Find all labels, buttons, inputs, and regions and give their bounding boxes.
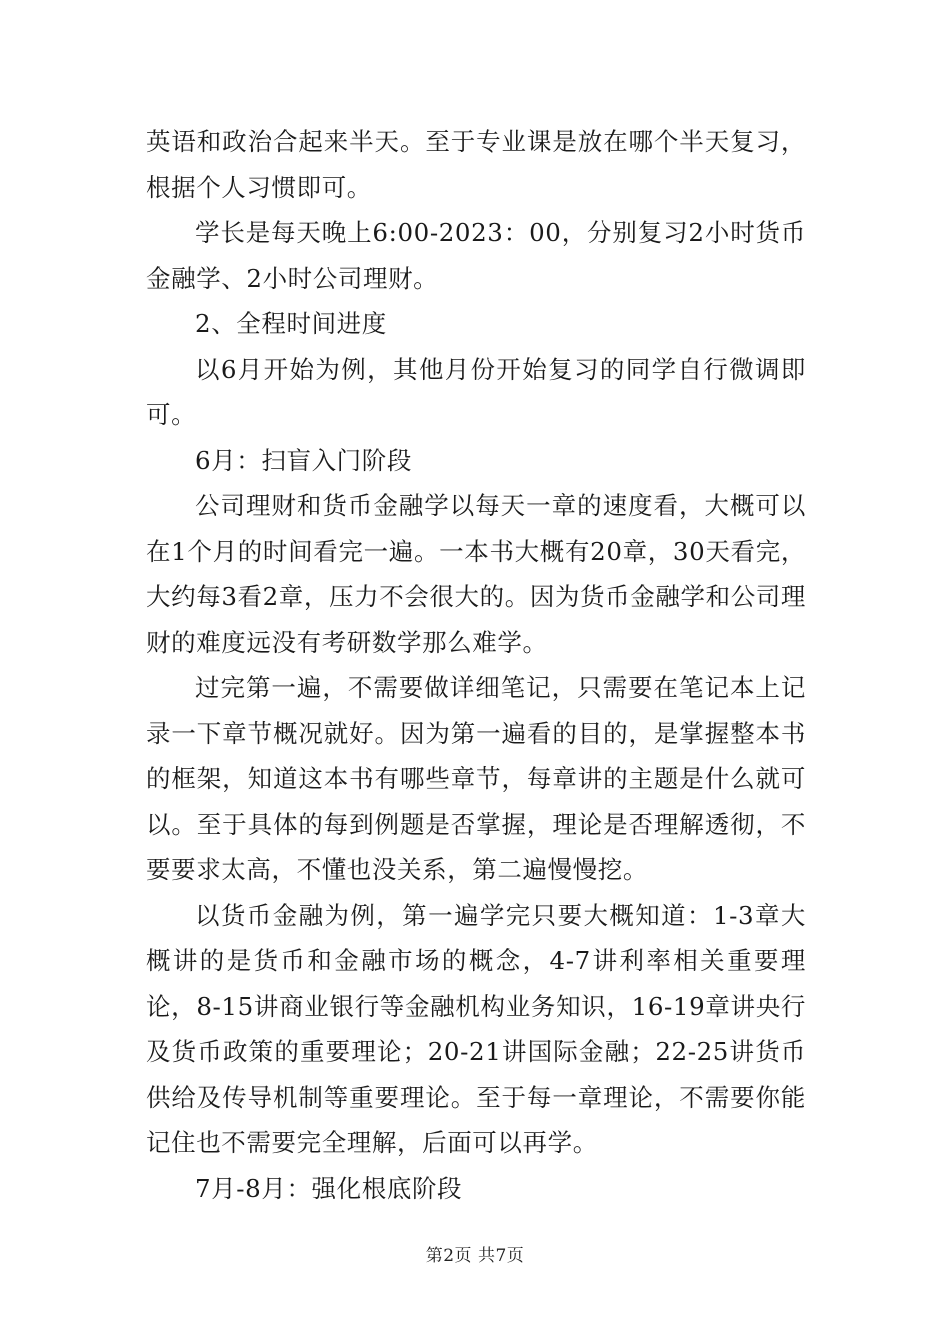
section-heading-progress: 2、全程时间进度 <box>195 309 387 338</box>
document-body <box>146 119 806 1211</box>
paragraph-6: 以货币金融为例，第一遍学完只要大概知道：1-3章大概讲的是货币和金融市场的概念，4-7讲利率相关重要理论，8-15讲商业银行等金融机构业务知识，16-19章讲央行及货币政策的重要理论；20-21讲国际金融；22-25讲货币供给及传导机制等重要理论。至于每一章理论，不需要你能记住也不需要完全理解，后面可以再学。 <box>146 900 806 1157</box>
paragraph-3: 以6月开始为例，其他月份开始复习的同学自行微调即可。 <box>146 354 806 429</box>
page-number-footer: 第2页 共7页 <box>425 1246 525 1266</box>
stage-heading-july-august: 7月-8月：强化根底阶段 <box>195 1173 463 1203</box>
paragraph-5: 过完第一遍，不需要做详细笔记，只需要在笔记本上记录一下章节概况就好。因为第一遍看的目的，是掌握整本书的框架，知道这本书有哪些章节，每章讲的主题是什么就可以。至于具体的每到例题是否掌握，理论是否理解透彻，不要要求太高，不懂也没关系，第二遍慢慢挖。 <box>146 673 806 884</box>
paragraph-2: 学长是每天晚上6:00-2023：00，分别复习2小时货币金融学、2小时公司理财。 <box>146 218 806 293</box>
paragraph-1: 英语和政治合起来半天。至于专业课是放在哪个半天复习，根据个人习惯即可。 <box>146 127 806 202</box>
stage-heading-june: 6月：扫盲入门阶段 <box>195 445 412 475</box>
paragraph-4: 公司理财和货币金融学以每天一章的速度看，大概可以在1个月的时间看完一遍。一本书大概有20章，30天看完，大约每3看2章，压力不会很大的。因为货币金融学和公司理财的难度远没有考研数学那么难学。 <box>146 491 806 657</box>
